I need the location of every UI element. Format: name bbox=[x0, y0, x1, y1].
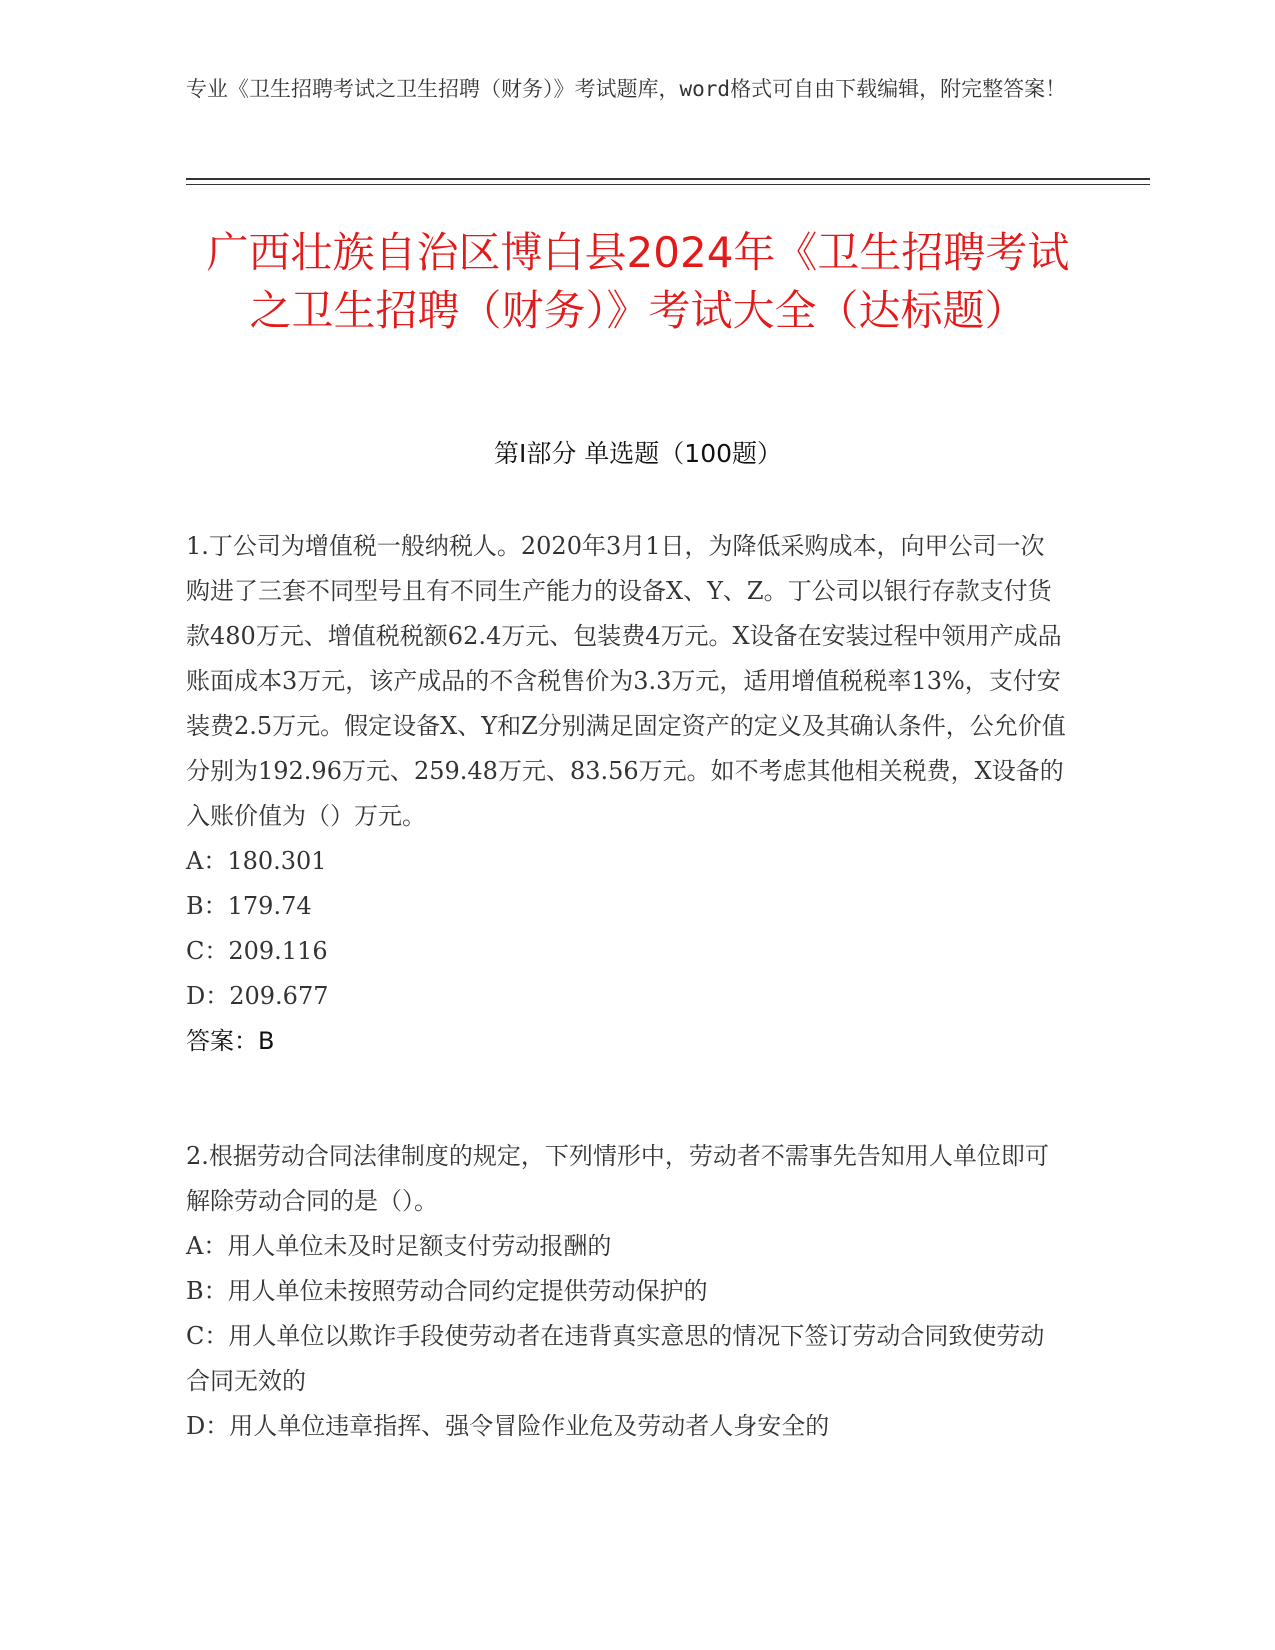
question-stem: 1.丁公司为增值税一般纳税人。2020年3月1日，为降低采购成本，向甲公司一次购进了三套不同型号且有不同生产能力的设备X、Y、Z。丁公司以银行存款支付货款480万元、增值税税额62.4万元、包装费4万元。X设备在安装过程中领用产成品账面成本3万元，该产成品的不含税售价为3.3万元，适用增值税税率13%，支付安装费2.5万元。假定设备X、Y和Z分别满足固定资产的定义及其确认条件，公允价值分别为192.96万元、259.48万元、83.56万元。如不考虑其他相关税费，X设备的入账价值为（）万元。 bbox=[186, 532, 1066, 830]
question-2 bbox=[186, 1134, 1066, 1449]
question-stem: 2.根据劳动合同法律制度的规定，下列情形中，劳动者不需事先告知用人单位即可解除劳动合同的是（）。 bbox=[186, 1142, 1049, 1215]
option-d: D：209.677 bbox=[186, 982, 329, 1010]
section-heading: 第I部分 单选题（100题） bbox=[493, 439, 783, 468]
answer: 答案：B bbox=[186, 1027, 275, 1055]
option-b: B：用人单位未按照劳动合同约定提供劳动保护的 bbox=[186, 1277, 708, 1305]
option-c: C：209.116 bbox=[186, 937, 328, 965]
option-d: D：用人单位违章指挥、强令冒险作业危及劳动者人身安全的 bbox=[186, 1412, 830, 1440]
option-a: A：用人单位未及时足额支付劳动报酬的 bbox=[186, 1232, 612, 1260]
header-divider-thick bbox=[186, 178, 1150, 180]
header-divider-thin bbox=[186, 184, 1150, 185]
option-c: C：用人单位以欺诈手段使劳动者在违背真实意思的情况下签订劳动合同致使劳动合同无效的 bbox=[186, 1322, 1045, 1395]
option-a: A：180.301 bbox=[186, 847, 327, 875]
question-1 bbox=[186, 524, 1066, 1064]
document-title: 广西壮族自治区博白县2024年《卫生招聘考试之卫生招聘（财务）》考试大全（达标题） bbox=[206, 228, 1070, 335]
option-b: B：179.74 bbox=[186, 892, 312, 920]
header-note: 专业《卫生招聘考试之卫生招聘（财务）》考试题库，word格式可自由下载编辑，附完整答案！ bbox=[186, 77, 1067, 101]
